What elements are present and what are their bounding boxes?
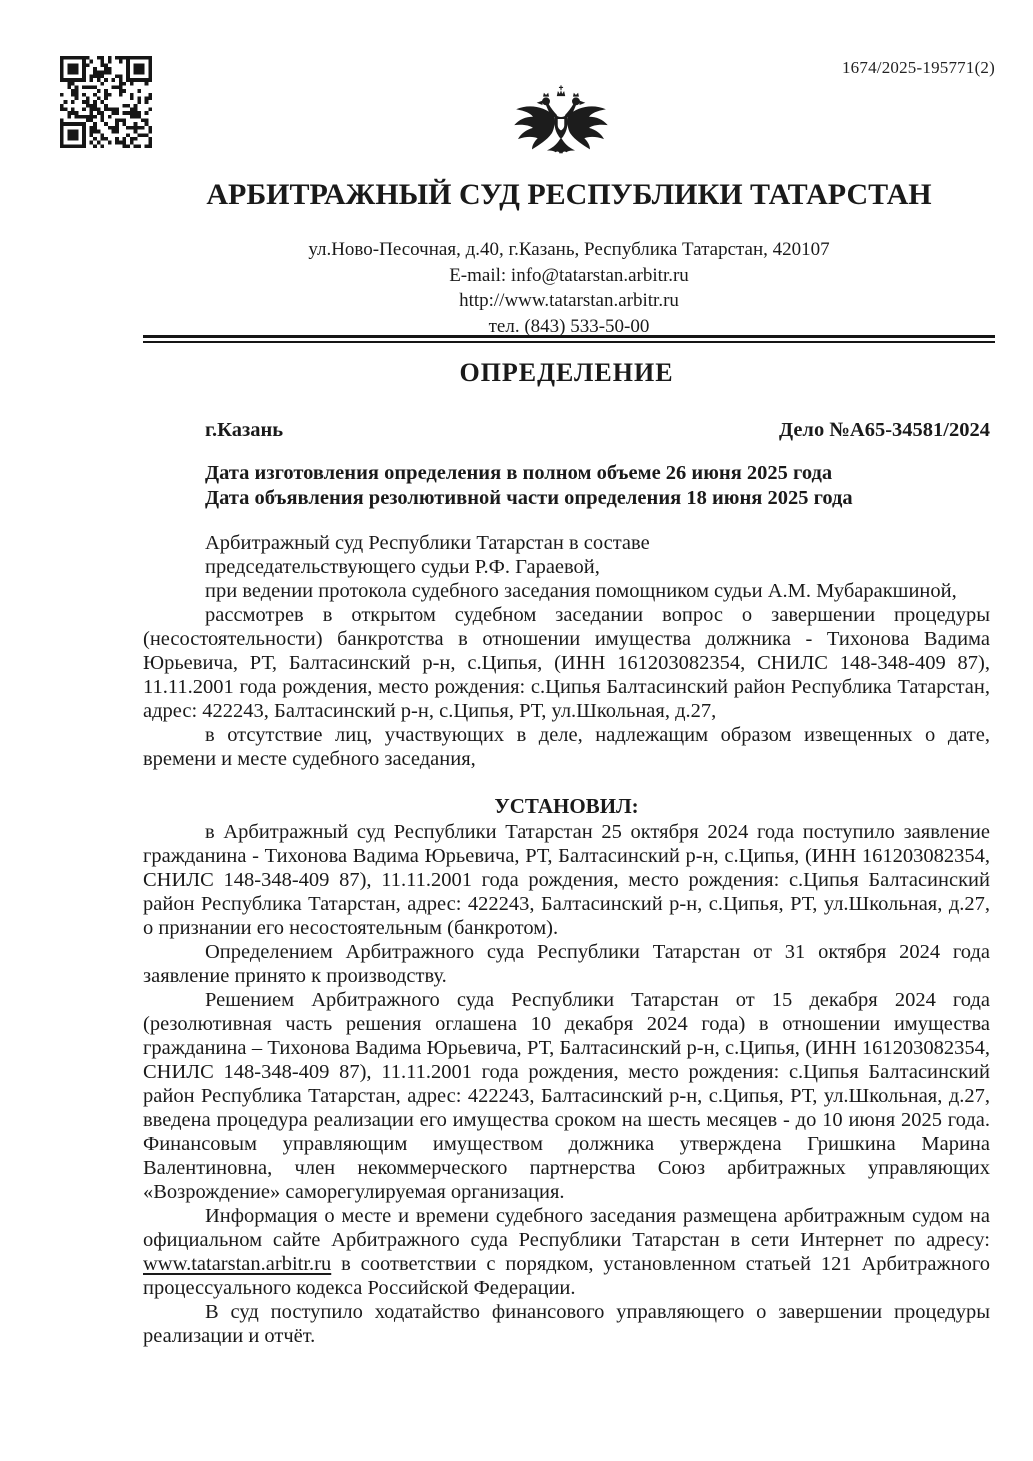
date-full-text: Дата изготовления определения в полном объеме 26 июня 2025 года — [205, 462, 833, 484]
case-number: Дело №А65-34581/2024 — [778, 419, 990, 441]
header-divider — [143, 335, 995, 343]
court-phone: тел. (843) 533-50-00 — [488, 315, 650, 337]
established-heading: УСТАНОВИЛ: — [494, 794, 639, 818]
case-row — [143, 418, 990, 443]
composition-clerk: при ведении протокола судебного заседания помощником судьи А.М. Мубаракшиной, — [205, 580, 957, 602]
qr-code-icon — [60, 56, 152, 148]
coat-of-arms-icon — [503, 84, 619, 170]
place-of-ruling: г.Казань — [205, 419, 284, 441]
hearing-info-text: Информация о месте и времени судебного заседания размещена арбитражным судом на официальном сайте Арбитражного суда Республики Татарстан в сети Интернет по адресу: — [143, 1205, 990, 1251]
ruling-dates — [143, 461, 990, 511]
hearing-info-text-after: в соответствии с порядком, установленном статьей 121 Арбитражного процессуального кодекса Российской Федерации. — [143, 1253, 990, 1299]
document-body — [143, 352, 990, 1348]
court-address: ул.Ново-Песочная, д.40, г.Казань, Республика Татарстан, 420107 — [308, 239, 830, 260]
paragraph-decision: Решением Арбитражного суда Республики Татарстан от 15 декабря 2024 года (резолютивная часть решения оглашена 10 декабря 2024 года) в отношении имущества гражданина – Тихонова Вадима Юрьевича, РТ, Балтасинский р-н, с.Ципья, (ИНН 161203082354, СНИЛС 148-348-409 87), 11.11.2001 года рождения, место рождения: с.Ципья Балтасинский район Республика Татарстан, адрес: 422243, Балтасинский р-н, с.Ципья, РТ, ул.Школьная, д.27, введена процедура реализации его имущества сроком на шесть месяцев - до 10 июня 2025 года. Финансовым управляющим имуществом должника утверждена Гришкина Марина Валентиновна, член некоммерческого партнерства Союз арбитражных управляющих «Возрождение» саморегулируемая организация. — [143, 989, 990, 1203]
paragraph-absence: в отсутствие лиц, участвующих в деле, надлежащим образом извещенных о дате, времени и месте судебного заседания, — [143, 724, 990, 770]
court-website: http://www.tatarstan.arbitr.ru — [459, 290, 679, 311]
document-title: ОПРЕДЕЛЕНИЕ — [459, 358, 674, 387]
document-number: 1674/2025-195771(2) — [841, 58, 995, 77]
paragraph-accepted: Определением Арбитражного суда Республики Татарстан от 31 октября 2024 года заявление принято к производству. — [143, 941, 990, 987]
paragraph-motion: В суд поступило ходатайство финансового управляющего о завершении процедуры реализации и отчёт. — [143, 1301, 990, 1347]
paragraph-hearing-info — [143, 1204, 990, 1300]
composition-judge: председательствующего судьи Р.Ф. Гараевой, — [205, 556, 600, 578]
composition-court: Арбитражный суд Республики Татарстан в составе — [205, 532, 650, 554]
court-site-link[interactable]: www.tatarstan.arbitr.ru — [143, 1253, 332, 1275]
court-name: АРБИТРАЖНЫЙ СУД РЕСПУБЛИКИ ТАТАРСТАН — [206, 178, 932, 211]
court-contacts — [143, 237, 995, 339]
court-composition — [143, 531, 990, 723]
court-email: E-mail: info@tatarstan.arbitr.ru — [449, 264, 689, 286]
paragraph-considered: рассмотрев в открытом судебном заседании вопрос о завершении процедуры (несостоятельности) банкротства в отношении имущества должника - Тихонова Вадима Юрьевича, РТ, Балтасинский р-н, с.Ципья, (ИНН 161203082354, СНИЛС 148-348-409 87), 11.11.2001 года рождения, место рождения: с.Ципья Балтасинский район Республика Татарстан, адрес: 422243, Балтасинский р-н, с.Ципья, РТ, ул.Школьная, д.27, — [143, 604, 990, 722]
paragraph-application: в Арбитражный суд Республики Татарстан 25 октября 2024 года поступило заявление гражданина - Тихонова Вадима Юрьевича, РТ, Балтасинский р-н, с.Ципья, (ИНН 161203082354, СНИЛС 148-348-409 87), 11.11.2001 года рождения, место рождения: с.Ципья Балтасинский район Республика Татарстан, адрес: 422243, Балтасинский р-н, с.Ципья, РТ, ул.Школьная, д.27, о признании его несостоятельным (банкротом). — [143, 821, 990, 939]
date-operative-part: Дата объявления резолютивной части определения 18 июня 2025 года — [205, 487, 853, 509]
